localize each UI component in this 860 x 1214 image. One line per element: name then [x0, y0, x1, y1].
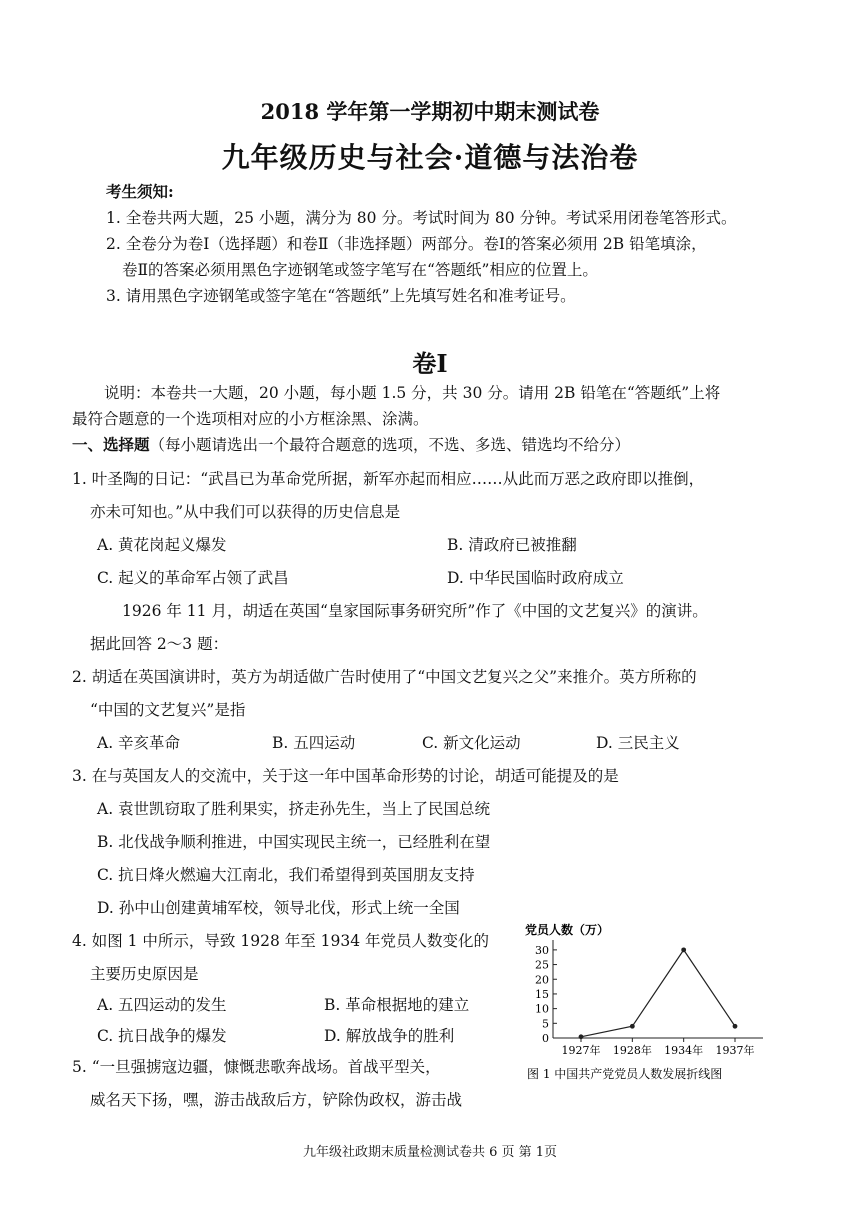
- q1-stem-line2: 亦未可知也。”从中我们可以获得的历史信息是: [90, 503, 401, 521]
- notice-item-2-cont: 卷Ⅱ的答案必须用黑色字迹钢笔或签字笔写在“答题纸”相应的位置上。: [122, 261, 598, 279]
- section-heading-bold: 一、选择题: [72, 435, 150, 454]
- volume-title: 卷Ⅰ: [412, 349, 448, 378]
- chart-y-tick-label: 10: [535, 1002, 549, 1016]
- section-heading-note: （每小题请选出一个最符合题意的选项，不选、多选、错选均不给分）: [149, 436, 631, 454]
- chart-y-tick-label: 30: [535, 943, 549, 957]
- q1-option-d: D. 中华民国临时政府成立: [447, 569, 624, 587]
- q5-stem-line2: 威名天下扬，嘿，游击战敌后方，铲除伪政权，游击战: [90, 1091, 463, 1109]
- q4-stem-line2: 主要历史原因是: [90, 965, 199, 983]
- q2-option-b: B. 五四运动: [272, 734, 356, 752]
- chart-y-tick-label: 20: [535, 973, 549, 987]
- q1-option-a: A. 黄花岗起义爆发: [97, 536, 227, 554]
- chart-x-ticks: [562, 1038, 755, 1057]
- exam-title-line1: 2018 学年第一学期初中期末测试卷: [260, 99, 600, 124]
- chart-x-tick-label: 1927年: [561, 1044, 601, 1057]
- chart-y-tick-label: 15: [535, 987, 549, 1001]
- chart-caption: 图 1 中国共产党党员人数发展折线图: [527, 1067, 723, 1081]
- chart-x-tick-label: 1934年: [664, 1044, 704, 1057]
- page-footer: 九年级社政期末质量检测试卷共 6 页 第 1页: [302, 1145, 558, 1160]
- q4-option-a: A. 五四运动的发生: [97, 996, 227, 1014]
- exam-title-line2: 九年级历史与社会·道德与法治卷: [221, 141, 639, 174]
- q3-stem: 3. 在与英国友人的交流中，关于这一年中国革命形势的讨论，胡适可能提及的是: [72, 767, 619, 785]
- chart-y-axis-label: 党员人数（万）: [525, 923, 610, 937]
- chart-point: [733, 1024, 738, 1029]
- q3-option-c: C. 抗日烽火燃遍大江南北，我们希望得到英国朋友支持: [97, 866, 475, 884]
- q4-option-c: C. 抗日战争的爆发: [97, 1027, 227, 1045]
- notice-item-2: 2. 全卷分为卷Ⅰ（选择题）和卷Ⅱ（非选择题）两部分。卷Ⅰ的答案必须用 2B 铅笔填涂，: [106, 235, 707, 253]
- chart-y-tick-label: 0: [542, 1032, 549, 1045]
- q5-stem-line1: 5. “一旦强掳寇边疆，慷慨悲歌奔战场。首战平型关，: [72, 1058, 441, 1076]
- chart-y-tick-label: 25: [535, 958, 549, 972]
- q1-stem-line1: 1. 叶圣陶的日记：“武昌已为革命党所据，新军亦起而相应……从此而万恶之政府即以推倒，: [72, 470, 705, 488]
- q2-3-intro-line1: 1926 年 11 月，胡适在英国“皇家国际事务研究所”作了《中国的文艺复兴》的演讲。: [122, 602, 708, 620]
- party-membership-line-chart: [515, 918, 785, 1088]
- section-heading: [72, 433, 630, 455]
- chart-line: [581, 950, 735, 1037]
- chart-point: [681, 947, 686, 952]
- q3-option-d: D. 孙中山创建黄埔军校，领导北伐，形式上统一全国: [97, 899, 460, 917]
- chart-y-tick-label: 5: [542, 1017, 549, 1031]
- q4-option-d: D. 解放战争的胜利: [324, 1027, 455, 1045]
- chart-point: [630, 1024, 635, 1029]
- q2-option-c: C. 新文化运动: [422, 734, 521, 752]
- chart-point: [579, 1034, 584, 1039]
- chart-series-line: [579, 947, 738, 1039]
- q1-option-c: C. 起义的革命军占领了武昌: [97, 569, 289, 587]
- chart-x-tick-label: 1928年: [612, 1044, 652, 1057]
- q4-stem-line1: 4. 如图 1 中所示，导致 1928 年至 1934 年党员人数变化的: [72, 932, 490, 950]
- q2-3-intro-line2: 据此回答 2～3 题：: [90, 635, 229, 653]
- chart-x-tick-label: 1937年: [715, 1044, 755, 1057]
- q2-stem-line1: 2. 胡适在英国演讲时，英方为胡适做广告时使用了“中国文艺复兴之父”来推介。英方所称的: [72, 668, 697, 686]
- notice-item-3: 3. 请用黑色字迹钢笔或签字笔在“答题纸”上先填写姓名和准考证号。: [106, 287, 576, 305]
- q1-option-b: B. 清政府已被推翻: [447, 536, 577, 554]
- volume-desc-line2: 最符合题意的一个选项相对应的小方框涂黑、涂满。: [72, 410, 429, 428]
- notice-heading: 考生须知:: [106, 182, 174, 201]
- q2-option-d: D. 三民主义: [596, 734, 680, 752]
- chart-y-ticks: [535, 944, 557, 1045]
- notice-item-1: 1. 全卷共两大题，25 小题，满分为 80 分。考试时间为 80 分钟。考试采用闭卷笔答形式。: [106, 209, 737, 227]
- q3-option-a: A. 袁世凯窃取了胜利果实，挤走孙先生，当上了民国总统: [97, 800, 491, 818]
- q2-option-a: A. 辛亥革命: [97, 734, 181, 752]
- q3-option-b: B. 北伐战争顺利推进，中国实现民主统一，已经胜利在望: [97, 833, 491, 851]
- q2-stem-line2: “中国的文艺复兴”是指: [90, 701, 246, 719]
- volume-desc-line1: 说明：本卷共一大题，20 小题，每小题 1.5 分，共 30 分。请用 2B 铅笔在“答题纸”上将: [104, 384, 721, 402]
- q4-option-b: B. 革命根据地的建立: [324, 996, 470, 1014]
